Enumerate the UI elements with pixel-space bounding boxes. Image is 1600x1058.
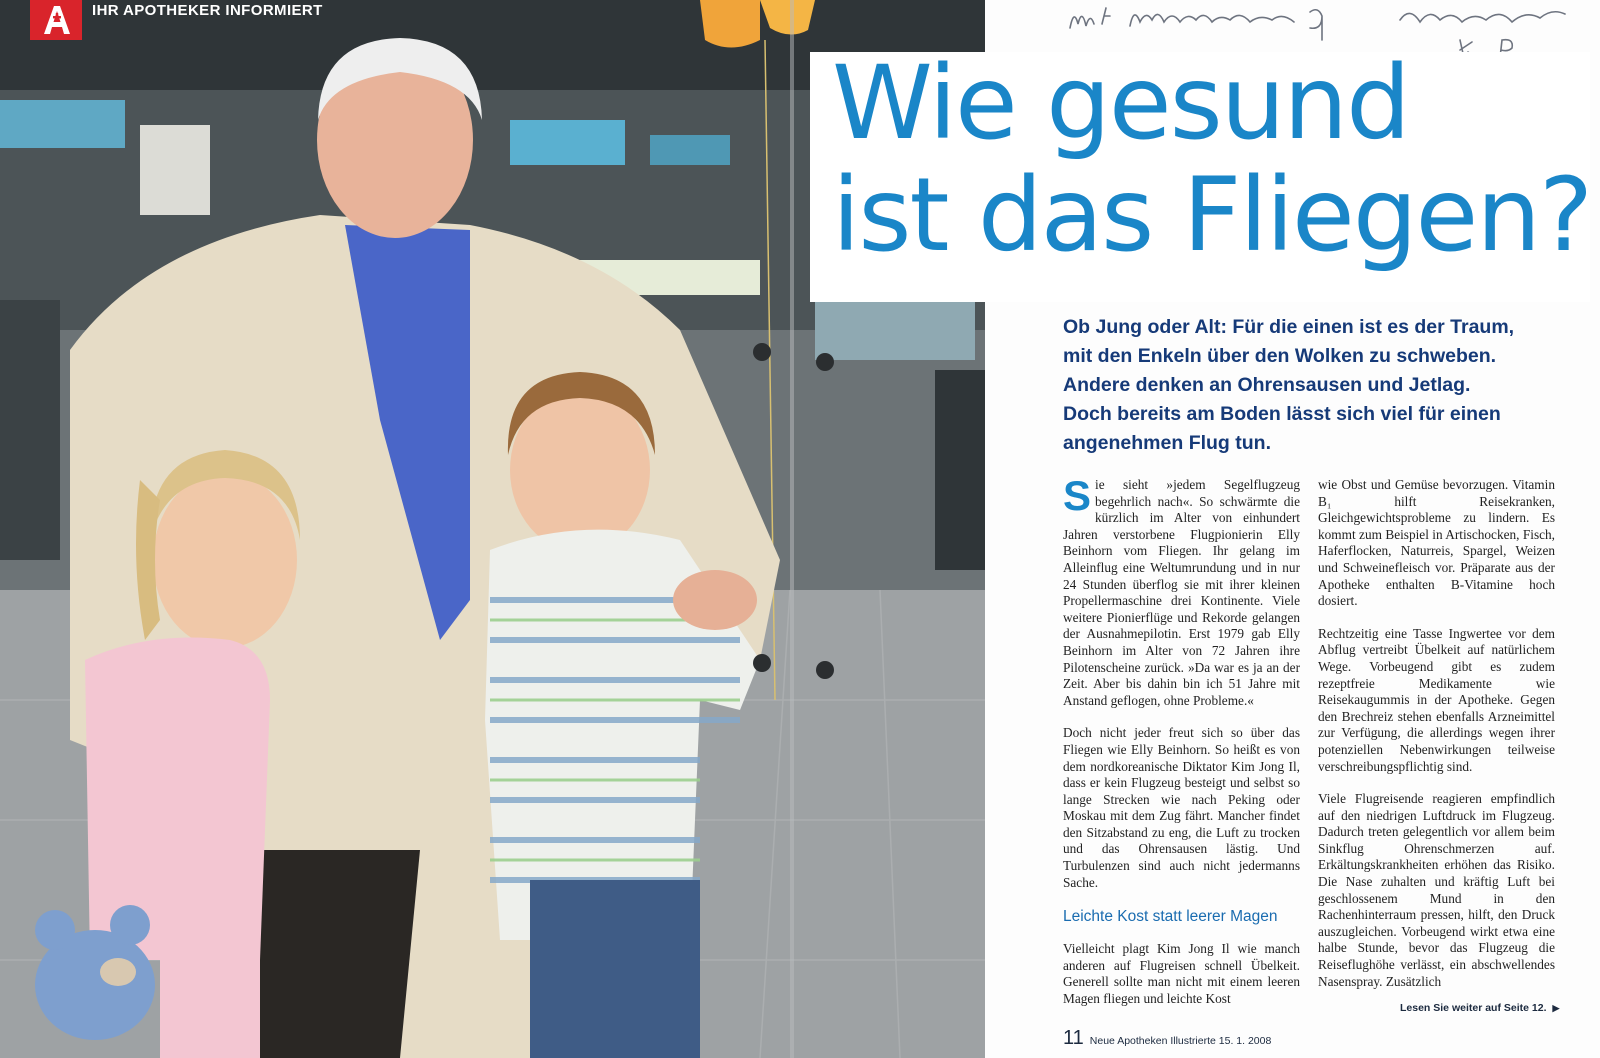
body-paragraph: Viele Flugreisende reagieren empfindlich auf den niedrigen Luftdruck im Flugzeug. Dadurch treten gelegentlich vor allem beim Sinkflug Ohrenschmerzen auf. Erkältungskrankheiten erhöhen das Risiko. Die Nase zuhalten und kräftig Luft bei geschlossenem Mund in den Rachenhinterraum pressen, hilft, den Druck auszugleichen. Vorbeugend wirkt etwa eine halbe Stunde, bevor das Flugzeug die Reiseflughöhe verlässt, ein abschwellendes Nasenspray. Zusätzlich (1318, 791, 1555, 989)
triangle-right-icon: ▶ (1552, 1003, 1560, 1013)
article-lead (1063, 313, 1563, 458)
apotheke-logo (30, 0, 82, 40)
lead-line: Doch bereits am Boden lässt sich viel für einen (1063, 403, 1501, 425)
page-footer (1063, 1027, 1271, 1050)
body-column-2 (1318, 477, 1555, 1006)
apotheke-a-logo-icon (30, 0, 82, 40)
drop-cap: S (1063, 472, 1092, 519)
paragraph-text: ie sieht »jedem Segelflugzeug begehrlich nach«. So schwärmte die kürzlich im Alter von einhundert Jahren verstorbene Flugpionierin Elly Beinhorn vom Fliegen. Ihr gelang im Alleinflug eine Weltumrundung und in nur 24 Stunden überflog sie mit ihrer kleinen Propellermaschine drei Kontinente. Viele weitere Pionierflüge und Rekorde gelangen der Ausnahmepilotin. Erst 1979 gab Elly Beinhorn im Alter von 72 Jahren ihre Pilotenscheine zurück. »Da war es ja an der Zeit. Aber bis dahin bin ich 51 Jahre mit Anstand geflogen, ohne Probleme.« (1063, 477, 1300, 708)
body-paragraph: Vielleicht plagt Kim Jong Il wie manch anderen auf Flugreisen schnell Übelkeit. Generell sollte man nicht mit einem leeren Magen fliegen und leichte Kost (1063, 941, 1300, 1007)
section-subheading: Leichte Kost statt leerer Magen (1063, 908, 1278, 926)
body-paragraph (1063, 472, 1300, 709)
body-paragraph: Rechtzeitig eine Tasse Ingwertee vor dem Abflug vertreibt Übelkeit auf natürlichem Wege. Vorbeugend gibt es zudem rezeptfreie Medikamente wie Reisekaugummis in der Apotheke. Gegen den Brechreiz stehen ebenfalls Arzneimittel zur Verfügung, die allerdings wegen ihrer potenziellen Nebenwirkungen teilweise verschreibungspflichtig sind. (1318, 625, 1555, 774)
continue-reading-note (1400, 1002, 1559, 1014)
lead-line: Andere denken an Ohrensausen und Jetlag. (1063, 374, 1471, 396)
page-number: 11 (1063, 1027, 1084, 1049)
body-paragraph: wie Obst und Gemüse bevorzugen. Vitamin B₁ hilft Reisekranken, Gleichgewichtsprobleme zu lindern. Es kommt zum Beispiel in Artischocken, Fisch, Haferflocken, Naturreis, Spargel, Weizen und Schweinefleisch vor. Präparate aus der Apotheke enthalten B-Vitamine hoch dosiert. (1318, 477, 1555, 609)
lead-line: Ob Jung oder Alt: Für die einen ist es der Traum, (1063, 316, 1515, 338)
headline-line-2: ist das Fliegen? (832, 156, 1592, 275)
continue-label: Lesen Sie weiter auf Seite 12. (1400, 1002, 1547, 1014)
article-headline (832, 44, 1592, 275)
body-paragraph: Doch nicht jeder freut sich so über das Fliegen wie Elly Beinhorn. So heißt es von dem nordkoreanische Diktator Kim Jong Il, dass er kein Flugzeug besteigt und selbst so lange Strecken wie nach Peking oder Moskau mit dem Zug fährt. Mancher findet den Sitzabstand zu eng, die Luft zu trocken und das Ohrensausen lästig. Und Turbulenzen sind auch nicht jedermanns Sache. (1063, 725, 1300, 890)
headline-line-1: Wie gesund (832, 44, 1409, 163)
publication-info: Neue Apotheken Illustrierte 15. 1. 2008 (1089, 1035, 1272, 1047)
lead-line: angenehmen Flug tun. (1063, 432, 1271, 454)
lead-line: mit den Enkeln über den Wolken zu schweben. (1063, 345, 1497, 367)
body-column-1 (1063, 472, 1300, 1024)
section-label: IHR APOTHEKER INFORMIERT (92, 2, 323, 19)
